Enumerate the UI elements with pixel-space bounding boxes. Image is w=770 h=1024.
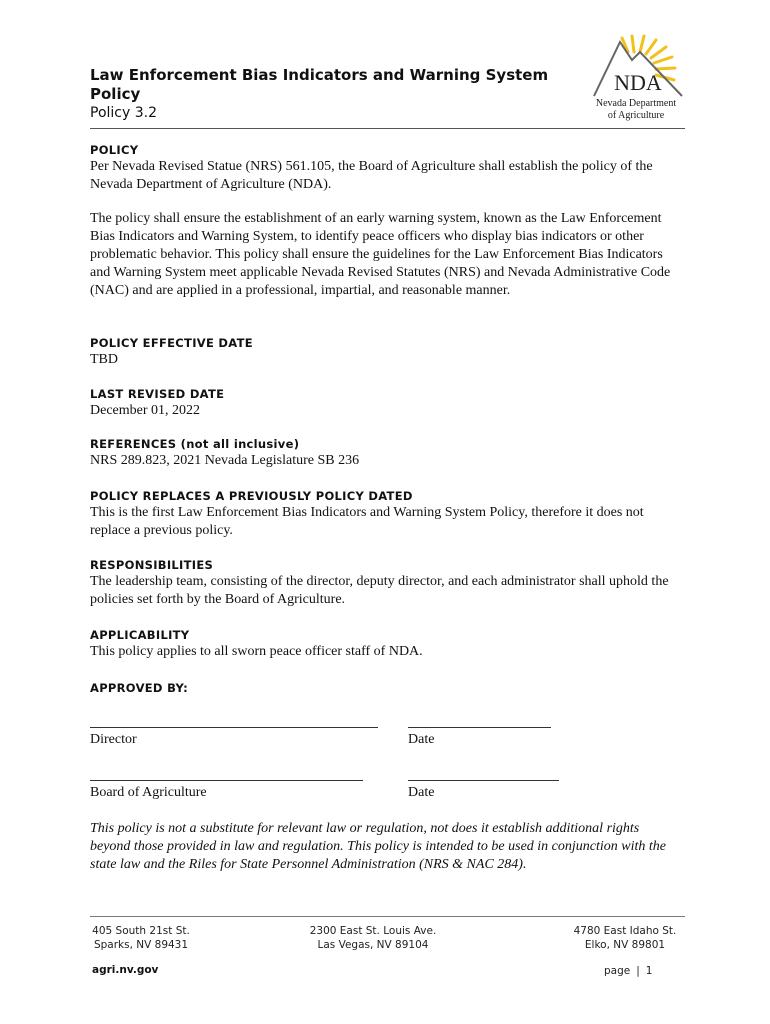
logo-org-name: Nevada Department of Agriculture bbox=[595, 98, 677, 121]
address-las-vegas: 2300 East St. Louis Ave. Las Vegas, NV 89104 bbox=[309, 925, 437, 951]
board-label: Board of Agriculture bbox=[90, 785, 207, 800]
board-date-line bbox=[408, 780, 559, 781]
address-sparks: 405 South 21st St. Sparks, NV 89431 bbox=[92, 925, 190, 951]
section-heading: APPLICABILITY bbox=[90, 628, 190, 642]
policy-paragraph-2: The policy shall ensure the establishment of an early warning system, known as the Law Enforcement Bias Indicators and Warning System, to identify peace officers who display bias indicators or other problematic behavior. This policy shall ensure the guidelines for the Law Enforcement Bias Indicators and Warning System meet applicable Nevada Revised Statutes (NRS) and Nevada Administrative Code (NAC) and are applied in a professional, impartial, and reasonable manner. bbox=[90, 211, 671, 298]
references-value: NRS 289.823, 2021 Nevada Legislature SB 236 bbox=[90, 453, 360, 468]
director-label: Director bbox=[90, 732, 137, 747]
policy-section bbox=[90, 143, 680, 300]
section-heading: RESPONSIBILITIES bbox=[90, 558, 214, 572]
responsibilities-value: The leadership team, consisting of the director, deputy director, and each administrator shall uphold the policies set forth by the Board of Agriculture. bbox=[90, 574, 669, 607]
applicability-section bbox=[90, 628, 680, 661]
last-revised-section bbox=[90, 387, 680, 420]
effective-date-value: TBD bbox=[90, 352, 118, 367]
director-date-line bbox=[408, 727, 551, 728]
applicability-value: This policy applies to all sworn peace officer staff of NDA. bbox=[90, 644, 423, 659]
logo-abbreviation: NDA bbox=[614, 70, 662, 95]
disclaimer: This policy is not a substitute for relevant law or regulation, not does it establish additional rights beyond those provided in law and regulation. This policy is intended to be used in conjunction with the state law and the Riles for State Personnel Administration (NRS & NAC 284). bbox=[90, 821, 667, 872]
date-label: Date bbox=[408, 785, 435, 800]
section-heading: REFERENCES (not all inclusive) bbox=[90, 437, 300, 451]
section-heading: APPROVED BY: bbox=[90, 681, 189, 695]
address-elko: 4780 East Idaho St. Elko, NV 89801 bbox=[573, 925, 677, 951]
references-section bbox=[90, 437, 680, 470]
policy-paragraph-1: Per Nevada Revised Statue (NRS) 561.105, the Board of Agriculture shall establish the policy of the Nevada Department of Agriculture (NDA). bbox=[90, 159, 653, 192]
nda-logo bbox=[584, 30, 688, 126]
section-heading: POLICY EFFECTIVE DATE bbox=[90, 336, 253, 350]
page-separator: | bbox=[636, 965, 640, 977]
page-number-value: 1 bbox=[645, 965, 653, 977]
effective-date-section bbox=[90, 336, 680, 369]
last-revised-value: December 01, 2022 bbox=[90, 403, 201, 418]
replaces-value: This is the first Law Enforcement Bias Indicators and Warning System Policy, therefore it does not replace a previous policy. bbox=[90, 505, 644, 538]
website-link[interactable]: agri.nv.gov bbox=[92, 964, 159, 976]
board-signature-line bbox=[90, 780, 363, 781]
replaces-section bbox=[90, 489, 680, 540]
approved-by-section bbox=[90, 681, 680, 696]
mountain-sun-logo-icon bbox=[584, 30, 688, 100]
section-heading: POLICY bbox=[90, 143, 139, 157]
responsibilities-section bbox=[90, 558, 680, 609]
header-divider bbox=[90, 128, 685, 129]
footer-divider bbox=[90, 916, 685, 917]
section-heading: POLICY REPLACES A PREVIOUSLY POLICY DATED bbox=[90, 489, 413, 503]
date-label: Date bbox=[408, 732, 435, 747]
policy-number: Policy 3.2 bbox=[90, 105, 157, 121]
page-number bbox=[604, 965, 652, 977]
document-title: Law Enforcement Bias Indicators and Warning System Policy bbox=[90, 66, 549, 103]
page-label: page bbox=[604, 965, 631, 977]
director-signature-line bbox=[90, 727, 378, 728]
section-heading: LAST REVISED DATE bbox=[90, 387, 225, 401]
